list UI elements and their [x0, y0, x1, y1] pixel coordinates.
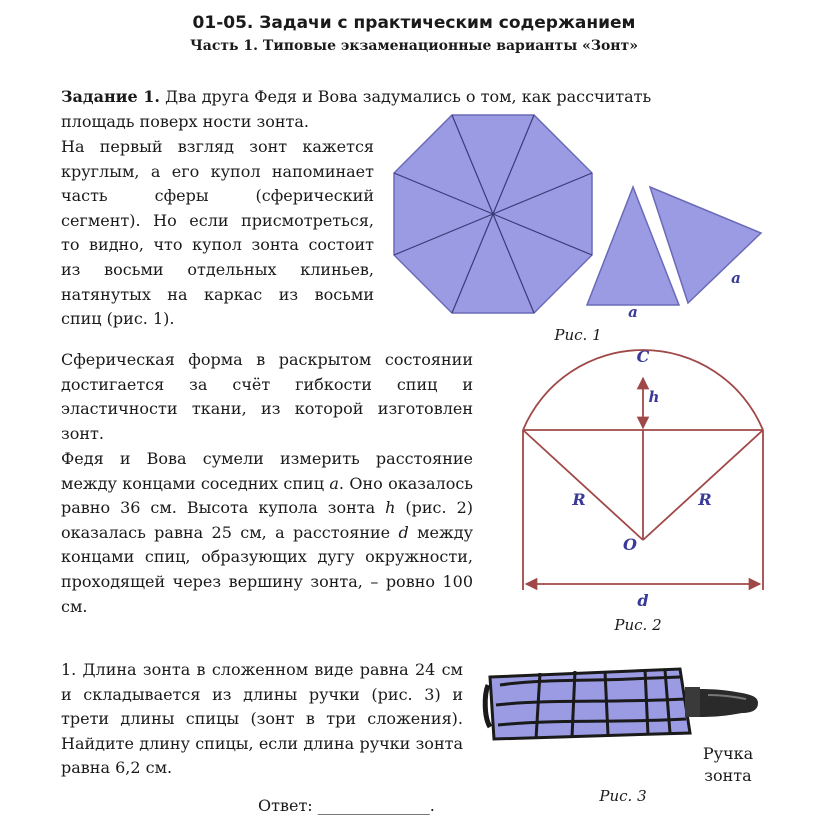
p3-text-a: Федя и Вова сумели измерить расстояние между концами соседних спиц	[61, 449, 473, 493]
paragraph-2: Сферическая форма в раскрытом состоянии достигается за счёт гибкости спиц и эластичности ткани, из которой изготовлен зонт.	[61, 350, 473, 443]
handle-label-line2: зонта	[704, 766, 752, 785]
label-h: h	[648, 388, 660, 406]
figure-3-folded-umbrella	[480, 655, 780, 805]
page-subtitle: Часть 1. Типовые экзаменационные варианты «Зонт»	[190, 38, 638, 54]
handle-label-line1: Ручка	[702, 744, 754, 763]
figure-1-umbrella	[385, 105, 775, 350]
label-d: d	[637, 591, 649, 610]
var-a: a	[329, 473, 339, 493]
figure-2-cross-section	[505, 340, 785, 640]
figure-1-caption: Рис. 1	[554, 326, 602, 344]
answer-blank[interactable]: ______________.	[317, 796, 435, 815]
umbrella-handle	[685, 687, 758, 717]
p3-text-c: (рис. 2) оказалась равна 25 см, а расстояние	[61, 498, 473, 542]
label-O: O	[623, 535, 637, 554]
paragraph-3	[61, 447, 473, 619]
question-text: 1. Длина зонта в сложенном виде равна 24 см и складывается из длины ручки (рис. 3) и трети длины спицы (зонт в три сложения). Найдите длину спицы, если длина ручки зонта равна 6,2 см.	[61, 660, 463, 778]
answer-label: Ответ:	[258, 796, 318, 815]
label-C: C	[636, 347, 650, 366]
answer-line	[258, 794, 435, 819]
label-a-bottom: a	[628, 303, 638, 321]
figure-3-caption: Рис. 3	[599, 787, 647, 805]
p3-text-b: . Оно оказалось равно 36 см. Высота купола зонта	[61, 473, 473, 518]
radius-right	[643, 430, 763, 540]
label-a-right: a	[731, 269, 741, 287]
task-label: Задание 1.	[61, 87, 160, 106]
var-d: d	[398, 522, 409, 542]
page-title: 01-05. Задачи с практическим содержанием	[192, 13, 636, 33]
task-intro-text: Два друга Федя и Вова задумались о том, как рассчитать	[165, 87, 652, 106]
var-h: h	[385, 498, 396, 518]
p3-text-d: между концами спиц, образующих дугу окружности, проходящей через вершину зонта, – ровно 100 см.	[61, 522, 473, 616]
figure-2-caption: Рис. 2	[614, 616, 662, 634]
task-intro-line2: площадь поверх ности зонта.	[61, 112, 310, 131]
radius-left	[523, 430, 643, 540]
label-R-right: R	[698, 490, 712, 509]
paragraph-1: На первый взгляд зонт кажется круглым, а его купол напоминает часть сферы (сферический сегмент). Но если присмотреться, то видно, что купол зонта состоит из восьми отдельных клиньев, натянутых на каркас из восьми спиц (рис. 1).	[61, 137, 374, 329]
folded-umbrella-body	[485, 669, 690, 739]
label-R-left: R	[572, 490, 586, 509]
octagon-umbrella	[394, 115, 592, 313]
